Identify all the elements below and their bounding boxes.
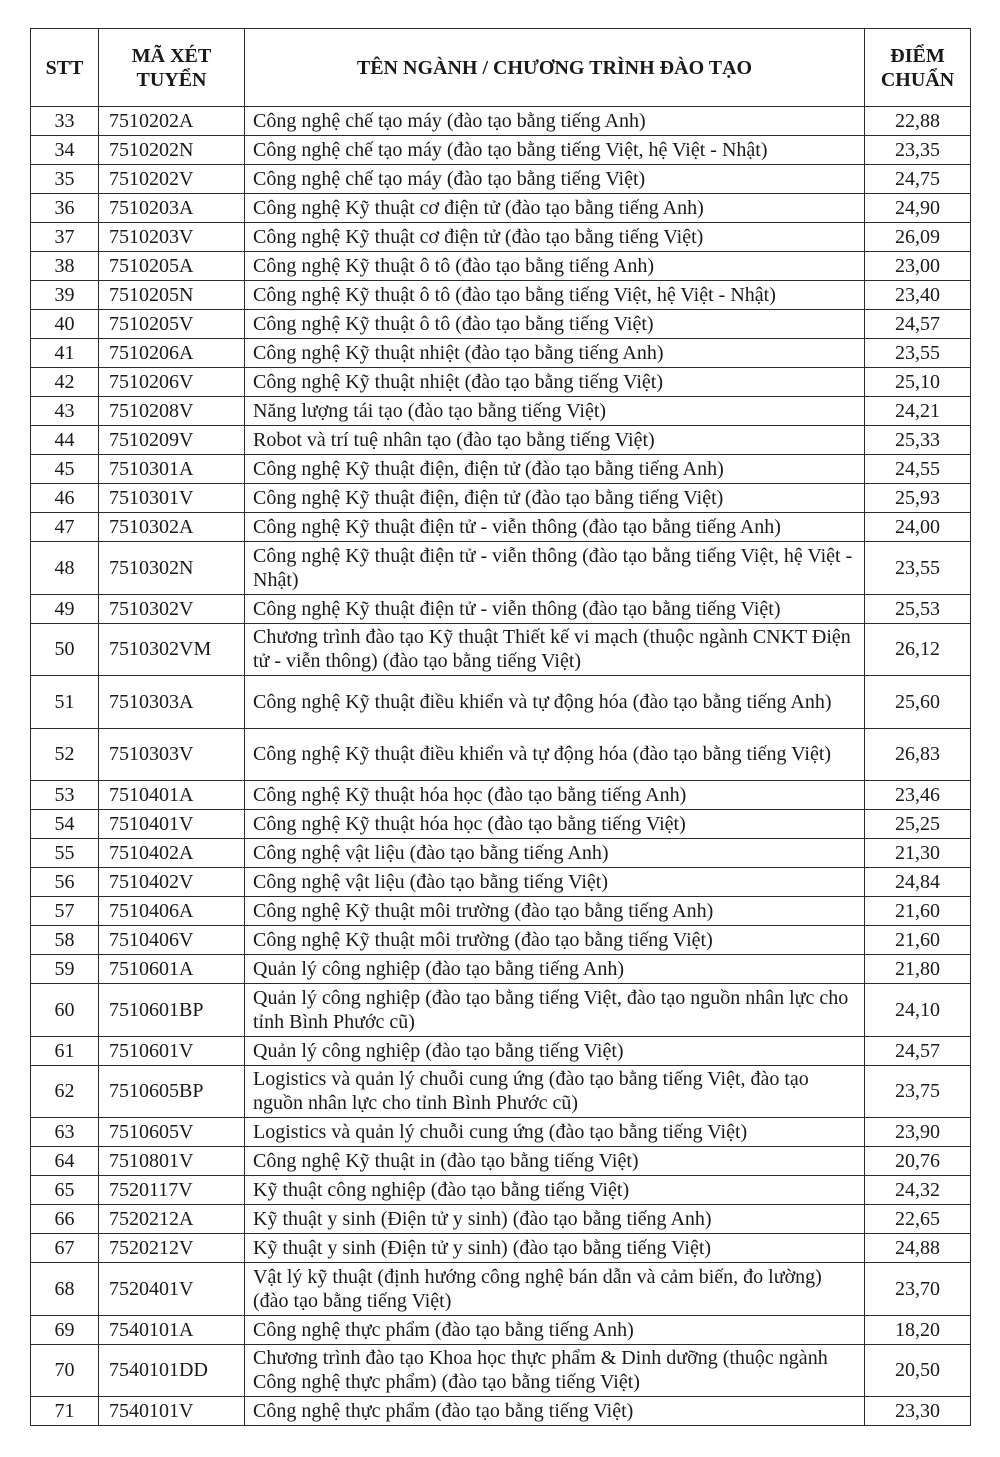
row-stt: 46 bbox=[31, 484, 99, 513]
table-row bbox=[31, 728, 971, 781]
row-score: 23,46 bbox=[865, 781, 971, 810]
row-stt: 47 bbox=[31, 513, 99, 542]
row-stt: 65 bbox=[31, 1176, 99, 1205]
row-name: Công nghệ thực phẩm (đào tạo bằng tiếng Việt) bbox=[245, 1397, 865, 1426]
header-score bbox=[865, 29, 971, 107]
row-code: 7510406V bbox=[99, 926, 245, 955]
row-name: Kỹ thuật công nghiệp (đào tạo bằng tiếng Việt) bbox=[245, 1176, 865, 1205]
row-code: 7510302A bbox=[99, 513, 245, 542]
table-row bbox=[31, 781, 971, 810]
admission-score-table bbox=[30, 28, 971, 1426]
row-name: Logistics và quản lý chuỗi cung ứng (đào tạo bằng tiếng Việt, đào tạo nguồn nhân lực cho tỉnh Bình Phước cũ) bbox=[245, 1065, 865, 1118]
row-stt: 58 bbox=[31, 926, 99, 955]
row-code: 7510605BP bbox=[99, 1065, 245, 1118]
row-stt: 61 bbox=[31, 1036, 99, 1065]
row-score: 20,76 bbox=[865, 1147, 971, 1176]
row-score: 25,10 bbox=[865, 368, 971, 397]
row-stt: 49 bbox=[31, 594, 99, 623]
row-score: 24,57 bbox=[865, 310, 971, 339]
row-code: 7510302N bbox=[99, 542, 245, 595]
table-row bbox=[31, 1118, 971, 1147]
row-name: Vật lý kỹ thuật (định hướng công nghệ bán dẫn và cảm biến, đo lường) (đào tạo bằng tiếng Việt) bbox=[245, 1263, 865, 1316]
row-name: Quản lý công nghiệp (đào tạo bằng tiếng Anh) bbox=[245, 955, 865, 984]
row-name: Logistics và quản lý chuỗi cung ứng (đào tạo bằng tiếng Việt) bbox=[245, 1118, 865, 1147]
row-name: Kỹ thuật y sinh (Điện tử y sinh) (đào tạo bằng tiếng Việt) bbox=[245, 1234, 865, 1263]
row-name: Công nghệ Kỹ thuật điện tử - viễn thông (đào tạo bằng tiếng Anh) bbox=[245, 513, 865, 542]
table-row bbox=[31, 1176, 971, 1205]
table-row bbox=[31, 955, 971, 984]
row-code: 7540101A bbox=[99, 1315, 245, 1344]
table-row bbox=[31, 136, 971, 165]
row-stt: 35 bbox=[31, 165, 99, 194]
table-row bbox=[31, 542, 971, 595]
row-score: 23,75 bbox=[865, 1065, 971, 1118]
row-code: 7510205V bbox=[99, 310, 245, 339]
table-row bbox=[31, 810, 971, 839]
row-score: 21,30 bbox=[865, 839, 971, 868]
row-code: 7520117V bbox=[99, 1176, 245, 1205]
table-row bbox=[31, 1036, 971, 1065]
row-name: Công nghệ Kỹ thuật cơ điện tử (đào tạo bằng tiếng Anh) bbox=[245, 194, 865, 223]
row-code: 7510601BP bbox=[99, 984, 245, 1037]
row-stt: 68 bbox=[31, 1263, 99, 1316]
row-stt: 50 bbox=[31, 623, 99, 676]
row-code: 7510605V bbox=[99, 1118, 245, 1147]
row-code: 7510601A bbox=[99, 955, 245, 984]
row-name: Công nghệ Kỹ thuật in (đào tạo bằng tiếng Việt) bbox=[245, 1147, 865, 1176]
table-row bbox=[31, 594, 971, 623]
row-stt: 60 bbox=[31, 984, 99, 1037]
row-name: Công nghệ thực phẩm (đào tạo bằng tiếng Anh) bbox=[245, 1315, 865, 1344]
row-name: Công nghệ Kỹ thuật cơ điện tử (đào tạo bằng tiếng Việt) bbox=[245, 223, 865, 252]
row-stt: 54 bbox=[31, 810, 99, 839]
row-stt: 69 bbox=[31, 1315, 99, 1344]
header-name: TÊN NGÀNH / CHƯƠNG TRÌNH ĐÀO TẠO bbox=[245, 29, 865, 107]
table-row bbox=[31, 676, 971, 729]
row-name: Công nghệ chế tạo máy (đào tạo bằng tiếng Việt) bbox=[245, 165, 865, 194]
row-stt: 53 bbox=[31, 781, 99, 810]
table-row bbox=[31, 368, 971, 397]
row-stt: 37 bbox=[31, 223, 99, 252]
row-code: 7510402A bbox=[99, 839, 245, 868]
row-score: 25,60 bbox=[865, 676, 971, 729]
row-score: 23,40 bbox=[865, 281, 971, 310]
table-row bbox=[31, 839, 971, 868]
row-score: 24,55 bbox=[865, 455, 971, 484]
table-row bbox=[31, 426, 971, 455]
row-score: 22,65 bbox=[865, 1205, 971, 1234]
row-code: 7510401A bbox=[99, 781, 245, 810]
row-score: 24,10 bbox=[865, 984, 971, 1037]
row-name: Công nghệ Kỹ thuật điện, điện tử (đào tạo bằng tiếng Anh) bbox=[245, 455, 865, 484]
row-name: Công nghệ Kỹ thuật điện, điện tử (đào tạo bằng tiếng Việt) bbox=[245, 484, 865, 513]
row-stt: 43 bbox=[31, 397, 99, 426]
row-name: Chương trình đào tạo Kỹ thuật Thiết kế vi mạch (thuộc ngành CNKT Điện tử - viễn thông) (đào tạo bằng tiếng Việt) bbox=[245, 623, 865, 676]
row-stt: 33 bbox=[31, 107, 99, 136]
row-score: 23,30 bbox=[865, 1397, 971, 1426]
row-code: 7540101V bbox=[99, 1397, 245, 1426]
row-name: Công nghệ vật liệu (đào tạo bằng tiếng Anh) bbox=[245, 839, 865, 868]
row-stt: 57 bbox=[31, 897, 99, 926]
row-score: 21,60 bbox=[865, 897, 971, 926]
row-stt: 70 bbox=[31, 1344, 99, 1397]
row-score: 26,09 bbox=[865, 223, 971, 252]
row-code: 7510402V bbox=[99, 868, 245, 897]
row-code: 7510301V bbox=[99, 484, 245, 513]
table-row bbox=[31, 194, 971, 223]
row-code: 7510205A bbox=[99, 252, 245, 281]
row-score: 23,55 bbox=[865, 542, 971, 595]
row-code: 7520212V bbox=[99, 1234, 245, 1263]
row-score: 24,00 bbox=[865, 513, 971, 542]
row-stt: 34 bbox=[31, 136, 99, 165]
table-row bbox=[31, 252, 971, 281]
row-code: 7510209V bbox=[99, 426, 245, 455]
row-score: 23,00 bbox=[865, 252, 971, 281]
table-row bbox=[31, 223, 971, 252]
row-name: Công nghệ Kỹ thuật điều khiển và tự động hóa (đào tạo bằng tiếng Anh) bbox=[245, 676, 865, 729]
table-row bbox=[31, 1065, 971, 1118]
row-name: Công nghệ Kỹ thuật hóa học (đào tạo bằng tiếng Việt) bbox=[245, 810, 865, 839]
row-code: 7520401V bbox=[99, 1263, 245, 1316]
row-stt: 62 bbox=[31, 1065, 99, 1118]
table-row bbox=[31, 484, 971, 513]
row-stt: 63 bbox=[31, 1118, 99, 1147]
header-stt: STT bbox=[31, 29, 99, 107]
row-name: Công nghệ Kỹ thuật nhiệt (đào tạo bằng tiếng Anh) bbox=[245, 339, 865, 368]
row-name: Chương trình đào tạo Khoa học thực phẩm & Dinh dưỡng (thuộc ngành Công nghệ thực phẩm) (đào tạo bằng tiếng Việt) bbox=[245, 1344, 865, 1397]
table-row bbox=[31, 339, 971, 368]
row-stt: 36 bbox=[31, 194, 99, 223]
table-row bbox=[31, 107, 971, 136]
row-code: 7510203A bbox=[99, 194, 245, 223]
row-score: 24,32 bbox=[865, 1176, 971, 1205]
row-score: 21,80 bbox=[865, 955, 971, 984]
row-stt: 45 bbox=[31, 455, 99, 484]
row-code: 7510601V bbox=[99, 1036, 245, 1065]
row-name: Công nghệ Kỹ thuật nhiệt (đào tạo bằng tiếng Việt) bbox=[245, 368, 865, 397]
row-name: Công nghệ Kỹ thuật điện tử - viễn thông (đào tạo bằng tiếng Việt) bbox=[245, 594, 865, 623]
row-name: Công nghệ Kỹ thuật điều khiển và tự động hóa (đào tạo bằng tiếng Việt) bbox=[245, 728, 865, 781]
header-row bbox=[31, 29, 971, 107]
row-score: 25,33 bbox=[865, 426, 971, 455]
row-code: 7510302V bbox=[99, 594, 245, 623]
row-name: Robot và trí tuệ nhân tạo (đào tạo bằng tiếng Việt) bbox=[245, 426, 865, 455]
table-body bbox=[31, 107, 971, 1426]
row-code: 7510206A bbox=[99, 339, 245, 368]
row-score: 20,50 bbox=[865, 1344, 971, 1397]
row-name: Năng lượng tái tạo (đào tạo bằng tiếng Việt) bbox=[245, 397, 865, 426]
row-code: 7510801V bbox=[99, 1147, 245, 1176]
row-score: 23,90 bbox=[865, 1118, 971, 1147]
row-code: 7510302VM bbox=[99, 623, 245, 676]
row-name: Công nghệ Kỹ thuật ô tô (đào tạo bằng tiếng Việt) bbox=[245, 310, 865, 339]
table-row bbox=[31, 623, 971, 676]
row-score: 23,55 bbox=[865, 339, 971, 368]
row-score: 24,88 bbox=[865, 1234, 971, 1263]
table-row bbox=[31, 1344, 971, 1397]
row-code: 7510202A bbox=[99, 107, 245, 136]
row-name: Công nghệ chế tạo máy (đào tạo bằng tiếng Việt, hệ Việt - Nhật) bbox=[245, 136, 865, 165]
row-name: Công nghệ Kỹ thuật môi trường (đào tạo bằng tiếng Anh) bbox=[245, 897, 865, 926]
table-row bbox=[31, 281, 971, 310]
row-stt: 59 bbox=[31, 955, 99, 984]
row-score: 25,25 bbox=[865, 810, 971, 839]
row-name: Công nghệ Kỹ thuật điện tử - viễn thông (đào tạo bằng tiếng Việt, hệ Việt - Nhật) bbox=[245, 542, 865, 595]
row-stt: 55 bbox=[31, 839, 99, 868]
row-score: 21,60 bbox=[865, 926, 971, 955]
row-score: 18,20 bbox=[865, 1315, 971, 1344]
table-row bbox=[31, 897, 971, 926]
table-row bbox=[31, 1397, 971, 1426]
table-row bbox=[31, 868, 971, 897]
table-row bbox=[31, 1147, 971, 1176]
row-code: 7510301A bbox=[99, 455, 245, 484]
row-name: Công nghệ Kỹ thuật ô tô (đào tạo bằng tiếng Anh) bbox=[245, 252, 865, 281]
table-row bbox=[31, 926, 971, 955]
row-score: 24,84 bbox=[865, 868, 971, 897]
row-code: 7540101DD bbox=[99, 1344, 245, 1397]
row-name: Kỹ thuật y sinh (Điện tử y sinh) (đào tạo bằng tiếng Anh) bbox=[245, 1205, 865, 1234]
table-row bbox=[31, 1205, 971, 1234]
row-name: Công nghệ Kỹ thuật môi trường (đào tạo bằng tiếng Việt) bbox=[245, 926, 865, 955]
row-name: Công nghệ Kỹ thuật hóa học (đào tạo bằng tiếng Anh) bbox=[245, 781, 865, 810]
row-stt: 44 bbox=[31, 426, 99, 455]
row-stt: 67 bbox=[31, 1234, 99, 1263]
table-row bbox=[31, 397, 971, 426]
row-stt: 41 bbox=[31, 339, 99, 368]
row-stt: 42 bbox=[31, 368, 99, 397]
row-code: 7510401V bbox=[99, 810, 245, 839]
row-code: 7510202V bbox=[99, 165, 245, 194]
row-code: 7510303V bbox=[99, 728, 245, 781]
row-code: 7510406A bbox=[99, 897, 245, 926]
row-name: Công nghệ chế tạo máy (đào tạo bằng tiếng Anh) bbox=[245, 107, 865, 136]
row-score: 24,21 bbox=[865, 397, 971, 426]
row-name: Công nghệ Kỹ thuật ô tô (đào tạo bằng tiếng Việt, hệ Việt - Nhật) bbox=[245, 281, 865, 310]
row-score: 24,57 bbox=[865, 1036, 971, 1065]
row-stt: 71 bbox=[31, 1397, 99, 1426]
row-name: Công nghệ vật liệu (đào tạo bằng tiếng Việt) bbox=[245, 868, 865, 897]
row-name: Quản lý công nghiệp (đào tạo bằng tiếng Việt) bbox=[245, 1036, 865, 1065]
row-code: 7520212A bbox=[99, 1205, 245, 1234]
table-row bbox=[31, 165, 971, 194]
row-stt: 52 bbox=[31, 728, 99, 781]
table-row bbox=[31, 513, 971, 542]
row-stt: 38 bbox=[31, 252, 99, 281]
row-stt: 51 bbox=[31, 676, 99, 729]
table-row bbox=[31, 310, 971, 339]
header-code bbox=[99, 29, 245, 107]
row-score: 24,75 bbox=[865, 165, 971, 194]
header-code-label: MÃ XÉT TUYỂN bbox=[131, 44, 212, 91]
row-code: 7510202N bbox=[99, 136, 245, 165]
row-stt: 66 bbox=[31, 1205, 99, 1234]
row-stt: 39 bbox=[31, 281, 99, 310]
header-score-label: ĐIỂM CHUẨN bbox=[880, 44, 955, 91]
row-stt: 64 bbox=[31, 1147, 99, 1176]
row-score: 23,35 bbox=[865, 136, 971, 165]
row-score: 23,70 bbox=[865, 1263, 971, 1316]
row-code: 7510205N bbox=[99, 281, 245, 310]
table-row bbox=[31, 984, 971, 1037]
table-row bbox=[31, 1263, 971, 1316]
row-score: 24,90 bbox=[865, 194, 971, 223]
table-row bbox=[31, 1234, 971, 1263]
row-score: 22,88 bbox=[865, 107, 971, 136]
row-code: 7510203V bbox=[99, 223, 245, 252]
row-stt: 48 bbox=[31, 542, 99, 595]
row-score: 26,83 bbox=[865, 728, 971, 781]
row-stt: 56 bbox=[31, 868, 99, 897]
row-code: 7510208V bbox=[99, 397, 245, 426]
table-row bbox=[31, 1315, 971, 1344]
row-score: 26,12 bbox=[865, 623, 971, 676]
row-score: 25,93 bbox=[865, 484, 971, 513]
row-name: Quản lý công nghiệp (đào tạo bằng tiếng Việt, đào tạo nguồn nhân lực cho tỉnh Bình Phước cũ) bbox=[245, 984, 865, 1037]
row-score: 25,53 bbox=[865, 594, 971, 623]
row-code: 7510206V bbox=[99, 368, 245, 397]
row-stt: 40 bbox=[31, 310, 99, 339]
row-code: 7510303A bbox=[99, 676, 245, 729]
table-row bbox=[31, 455, 971, 484]
